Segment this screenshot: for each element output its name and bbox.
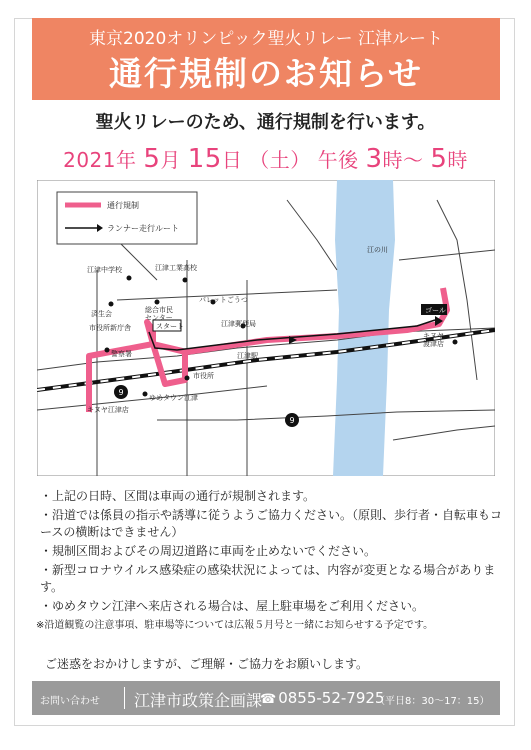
label-saiseikai: 済生会 (91, 310, 112, 318)
date-month-unit: 月 (160, 148, 181, 172)
label-city-hall: 市役所 (193, 372, 214, 380)
note-2: ・沿道では係員の指示や誘導に従うようご協力ください。（原則、歩行者・自転車もコースの横断はできません） (40, 508, 503, 539)
note-5: ・ゆめタウン江津へ来店される場合は、屋上駐車場をご利用ください。 (40, 599, 425, 613)
route-shield-west (114, 385, 128, 399)
date-day-unit: 日 (221, 148, 243, 172)
start-label: スタート (156, 322, 184, 331)
footer-divider (124, 687, 125, 709)
footer-bar (32, 681, 500, 715)
legend-runner: ランナー走行ルート (107, 224, 179, 233)
label-kinuya-right-2: 渡津店 (423, 340, 444, 348)
header-title: 通行規制のお知らせ (108, 54, 423, 93)
footer-inquiry: お問い合わせ (40, 696, 100, 707)
label-palette: パレットごうつ (199, 296, 248, 304)
legend-restriction: 通行規制 (107, 201, 139, 210)
date-day: 15 (187, 144, 222, 174)
label-gym-2: センター (145, 314, 173, 322)
header-subtitle: 東京2020オリンピック聖火リレー 江津ルート (89, 29, 443, 49)
start-unit: 時〜 (382, 148, 424, 172)
label-yume: ゆめタウン江津 (149, 394, 198, 402)
header-banner (32, 18, 500, 100)
route-map (37, 180, 495, 476)
footer-tel-block (260, 689, 384, 707)
end-hour: 5 (430, 144, 448, 174)
footer-hours: （平日8：30〜17：15） (375, 696, 490, 707)
date-month: 5 (143, 144, 161, 174)
footer-tel: 0855-52-7925 (278, 689, 385, 707)
note-3: ・規制区間およびその周辺道路に車両を止めないでください。 (40, 544, 377, 558)
goal-label: ゴール (425, 306, 446, 315)
closing-text: ご迷惑をおかけしますが、ご理解・ご協力をお願いします。 (45, 657, 369, 671)
river-label: 江の川 (367, 246, 388, 254)
svg-text:9: 9 (118, 388, 124, 397)
date-ampm: 午後 (317, 148, 359, 172)
label-junior-high: 江津中学校 (87, 266, 122, 274)
small-note: ※沿道観覧の注意事項、駐車場等については広報５月号と一緒にお知らせする予定です。 (36, 620, 434, 631)
label-police: 警察署 (111, 350, 132, 358)
end-unit: 時 (447, 148, 468, 172)
phone-icon: ☎ (260, 692, 277, 707)
label-station: 江津駅 (237, 352, 258, 360)
route-shield-center (285, 413, 299, 427)
notes-list (32, 488, 510, 636)
footer-dept: 江津市政策企画課 (134, 691, 263, 710)
label-tech-high: 江津工業高校 (155, 264, 197, 272)
note-4: ・新型コロナウイルス感染症の感染状況によっては、内容が変更となる場合があります。 (40, 563, 496, 594)
label-post: 江津郵便局 (221, 320, 256, 328)
label-newtown: 市役所新庁舎 (89, 324, 131, 332)
date-year-unit: 年 (116, 148, 137, 172)
label-kinuya-right-1: キヌヤ (423, 332, 444, 340)
date-line (0, 144, 531, 174)
goal-marker (421, 304, 447, 315)
svg-text:9: 9 (289, 416, 295, 425)
note-1: ・上記の日時、区間は車両の通行が規制されます。 (40, 489, 316, 503)
lead-text: 聖火リレーのため、通行規制を行います。 (95, 112, 436, 133)
map-legend (57, 192, 197, 244)
start-hour: 3 (365, 144, 383, 174)
label-kinuya-left: キヌヤ江津店 (87, 406, 129, 414)
date-weekday: （土） (249, 148, 311, 172)
date-year: 2021 (63, 148, 116, 172)
label-gym-1: 総合市民 (145, 306, 173, 314)
